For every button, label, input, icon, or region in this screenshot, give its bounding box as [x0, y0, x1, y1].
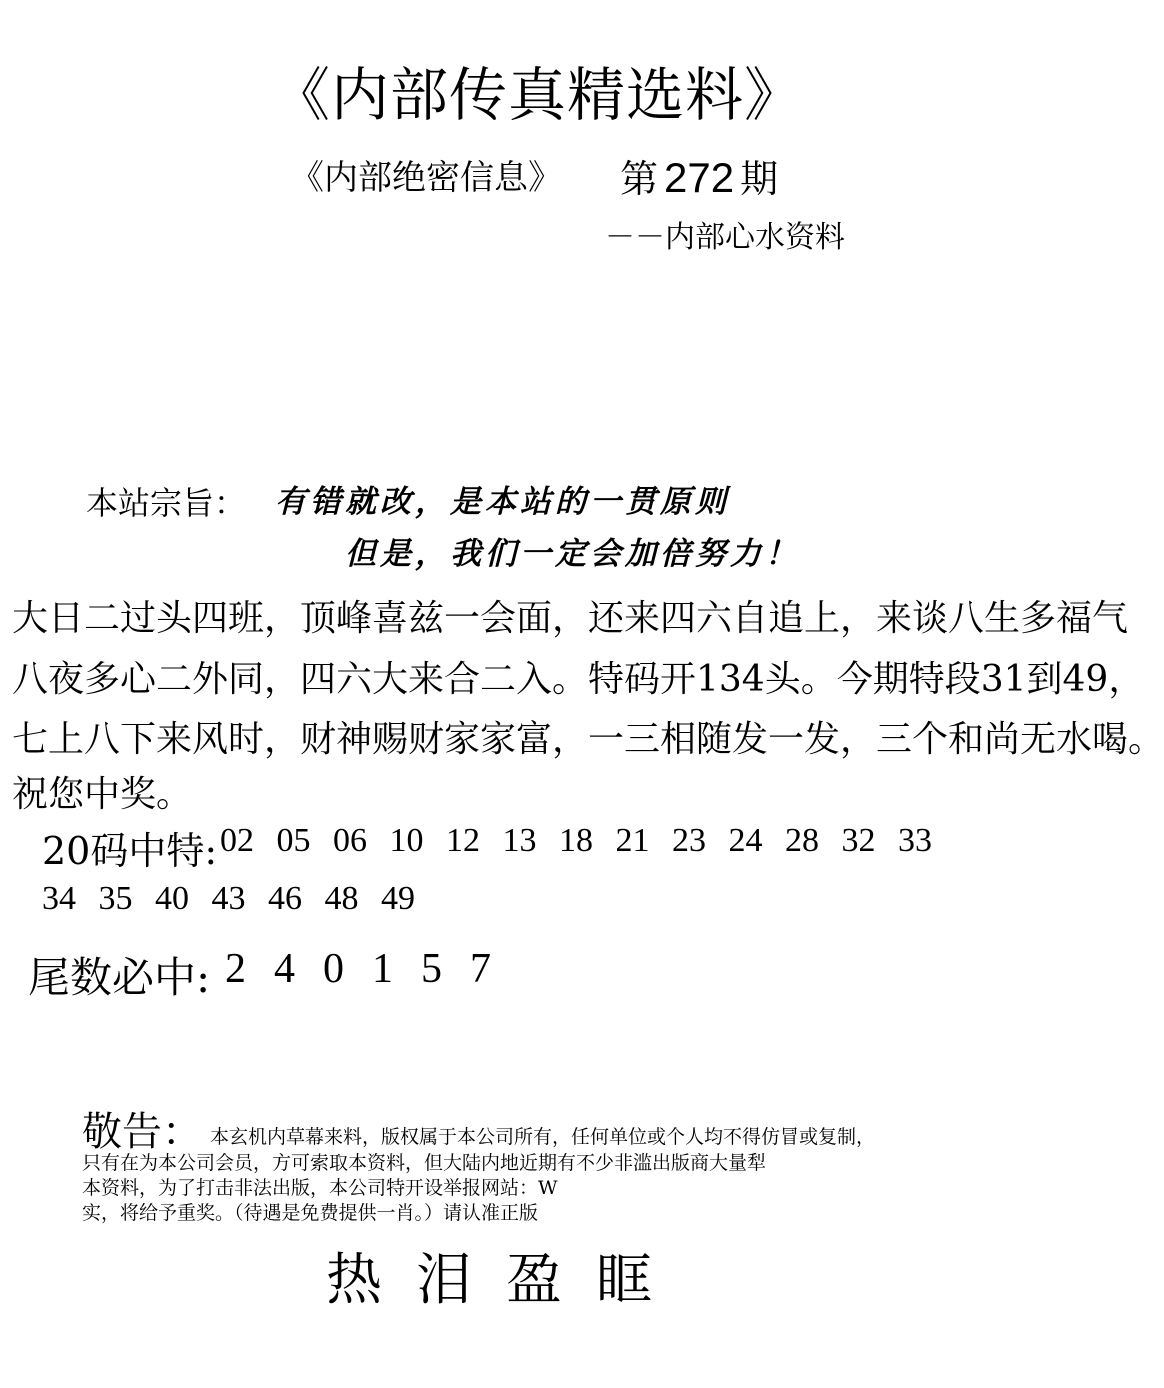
- issue-label: [620, 148, 778, 203]
- notice-line-2: 只有在为本公司会员，方可索取本资料，但大陆内地近期有不少非滥出版商大量犁: [82, 1152, 767, 1174]
- notice-label: 敬告：: [82, 1109, 202, 1155]
- numbers-row-2: 34 35 40 43 46 48 49: [42, 880, 415, 917]
- tail-label: 尾数必中:: [28, 953, 211, 1002]
- source-line: －－内部心水资料: [605, 220, 845, 255]
- notice-line-4: 实，将给予重奖。（待遇是免费提供一肖。）请认准正版: [82, 1202, 539, 1224]
- poem-line-3: 七上八下来风时，财神赐财家家富，一三相随发一发，三个和尚无水喝。: [12, 719, 1164, 760]
- poem-line-2: 八夜多心二外同，四六大来合二入。特码开134头。今期特段31到49，: [12, 659, 1145, 700]
- notice-line-3: 本资料，为了打击非法出版，本公司特开设举报网站：W: [82, 1177, 558, 1199]
- motto-label: 本站宗旨：: [86, 484, 247, 522]
- subtitle: 《内部绝密信息》: [290, 158, 562, 198]
- footer-phrase: 热泪盈眶: [326, 1248, 686, 1313]
- tail-values: 240157: [225, 946, 519, 992]
- issue-suffix: 期: [740, 157, 779, 201]
- poem-line-4: 祝您中奖。: [12, 774, 193, 815]
- numbers-row-1: 02 05 06 10 12 13 18 21 23 24 28 32 33: [220, 822, 932, 859]
- issue-prefix: 第: [620, 157, 659, 201]
- numbers-label: 20码中特:: [42, 829, 218, 873]
- issue-number: 272: [664, 154, 735, 201]
- motto-line-1: 有错就改，是本站的一贯原则: [275, 484, 730, 520]
- motto-line-2: 但是，我们一定会加倍努力！: [345, 536, 800, 572]
- notice-line-1: 本玄机内草幕来料，版权属于本公司所有，任何单位或个人均不得仿冒或复制，: [210, 1126, 876, 1148]
- poem-line-1: 大日二过头四班，顶峰喜兹一会面，还来四六自追上，来谈八生多福气: [12, 598, 1129, 639]
- page-title: 《内部传真精选料》: [272, 61, 804, 129]
